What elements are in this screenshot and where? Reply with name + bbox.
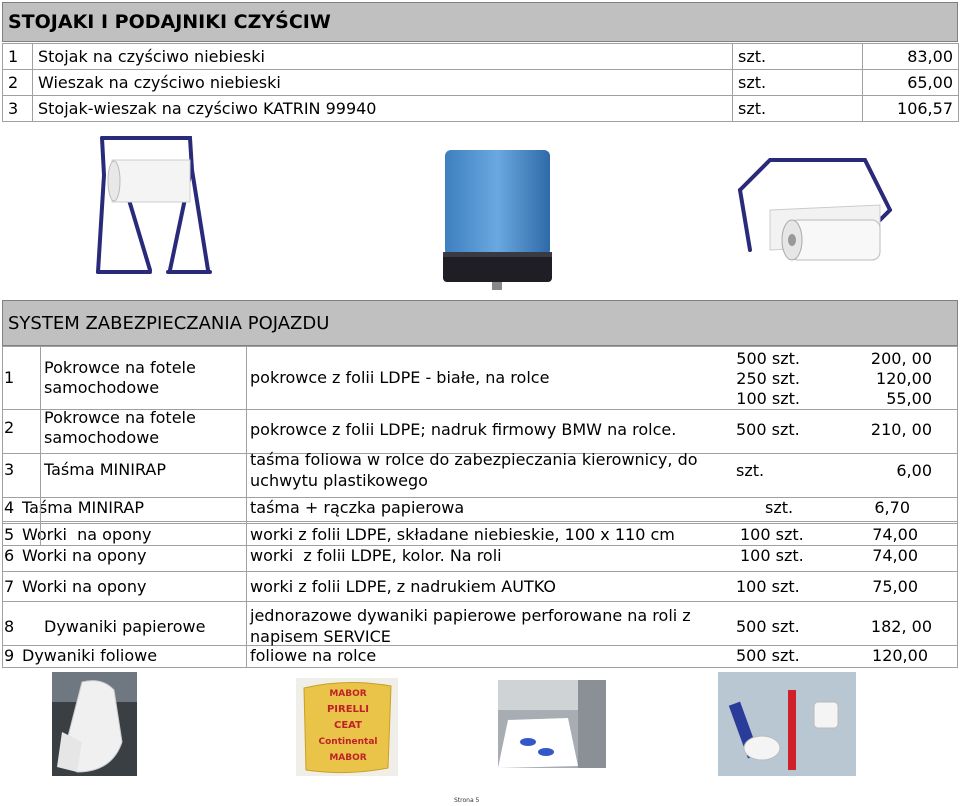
quantity: 100 szt.	[740, 525, 804, 544]
bag-brand: Continental	[318, 737, 378, 747]
product-desc: uchwytu plastikowego	[250, 471, 428, 490]
quantity: 500 szt.	[736, 646, 800, 665]
product-desc: taśma + rączka papierowa	[250, 498, 465, 517]
price: 182, 00	[870, 617, 932, 636]
row-number: 6	[4, 546, 15, 565]
product-desc: worki z folii LDPE, kolor. Na roli	[250, 546, 502, 565]
quantity: szt.	[765, 498, 794, 517]
section-title-stands: STOJAKI I PODAJNIKI CZYŚCIW	[2, 2, 958, 42]
tire-bag-image	[296, 678, 398, 776]
seat-cover-image	[52, 672, 137, 776]
row-number: 4	[4, 498, 15, 517]
wall-holder-image	[730, 150, 900, 280]
row-number: 2	[4, 418, 15, 437]
product-name: Worki na opony	[22, 525, 152, 544]
floor-mat-image	[498, 680, 606, 768]
unit: szt.	[733, 70, 863, 96]
row-number: 8	[4, 617, 15, 636]
product-name: Pokrowce na fotele	[44, 358, 196, 377]
product-name: Dywaniki papierowe	[44, 617, 206, 636]
product-name: Taśma MINIRAP	[44, 460, 167, 479]
row-number: 3	[3, 96, 33, 122]
table-row	[3, 70, 959, 96]
price: 83,00	[863, 44, 959, 70]
quantity: 100 szt.	[740, 546, 804, 565]
row-number: 3	[4, 460, 15, 479]
price: 75,00	[872, 577, 918, 596]
product-desc: pokrowce z folii LDPE - białe, na rolce	[250, 368, 550, 387]
price: 210, 00	[870, 420, 932, 439]
product-name: Taśma MINIRAP	[22, 498, 145, 517]
product-name: Worki na opony	[22, 577, 147, 596]
quantity: szt.	[736, 461, 765, 480]
row-number: 7	[4, 577, 15, 596]
steering-tape-image	[718, 672, 856, 776]
price: 55,00	[886, 389, 932, 408]
table-row	[3, 44, 959, 70]
table-row	[3, 96, 959, 122]
price: 200, 00	[870, 349, 932, 368]
quantity: 100 szt.	[736, 577, 800, 596]
unit: szt.	[733, 96, 863, 122]
price: 74,00	[872, 546, 918, 565]
product-desc: foliowe na rolce	[250, 646, 377, 665]
price: 106,57	[863, 96, 959, 122]
product-name: samochodowe	[44, 378, 160, 397]
product-name: Dywaniki foliowe	[22, 646, 158, 665]
product-name: Worki na opony	[22, 546, 147, 565]
floor-stand-image	[90, 130, 220, 280]
price: 120,00	[876, 369, 932, 388]
product-name: Stojak-wieszak na czyściwo KATRIN 99940	[33, 96, 733, 122]
unit: szt.	[733, 44, 863, 70]
price: 6,70	[874, 498, 910, 517]
row-number: 1	[3, 44, 33, 70]
product-name: samochodowe	[44, 428, 160, 447]
wall-dispenser-image	[440, 148, 555, 293]
page-footer: Strona 5	[454, 797, 480, 804]
quantity: 100 szt.	[736, 389, 800, 408]
stands-table	[2, 43, 959, 122]
product-name: Stojak na czyściwo niebieski	[33, 44, 733, 70]
quantity: 500 szt.	[736, 617, 800, 636]
product-name: Wieszak na czyściwo niebieski	[33, 70, 733, 96]
price: 65,00	[863, 70, 959, 96]
row-number: 9	[4, 646, 15, 665]
row-number: 5	[4, 525, 15, 544]
quantity: 250 szt.	[736, 369, 800, 388]
bag-brand: CEAT	[334, 720, 362, 731]
row-number: 1	[4, 368, 15, 387]
product-desc: worki z folii LDPE, z nadrukiem AUTKO	[250, 577, 556, 596]
bag-brand: MABOR	[329, 753, 367, 763]
product-desc: taśma foliowa w rolce do zabezpieczania kierownicy, do	[250, 450, 698, 469]
product-desc: napisem SERVICE	[250, 627, 391, 646]
product-desc: pokrowce z folii LDPE; nadruk firmowy BMW na rolce.	[250, 420, 677, 439]
bag-brand: MABOR	[329, 689, 367, 699]
price: 6,00	[896, 461, 932, 480]
product-desc: worki z folii LDPE, składane niebieskie, 100 x 110 cm	[250, 525, 675, 544]
quantity: 500 szt.	[736, 349, 800, 368]
price: 120,00	[872, 646, 928, 665]
section-title-vehicle-protection: SYSTEM ZABEZPIECZANIA POJAZDU	[2, 300, 958, 346]
quantity: 500 szt.	[736, 420, 800, 439]
price: 74,00	[872, 525, 918, 544]
bag-brand: PIRELLI	[326, 704, 370, 715]
product-name: Pokrowce na fotele	[44, 408, 196, 427]
product-desc: jednorazowe dywaniki papierowe perforowane na roli z	[250, 606, 691, 625]
row-number: 2	[3, 70, 33, 96]
